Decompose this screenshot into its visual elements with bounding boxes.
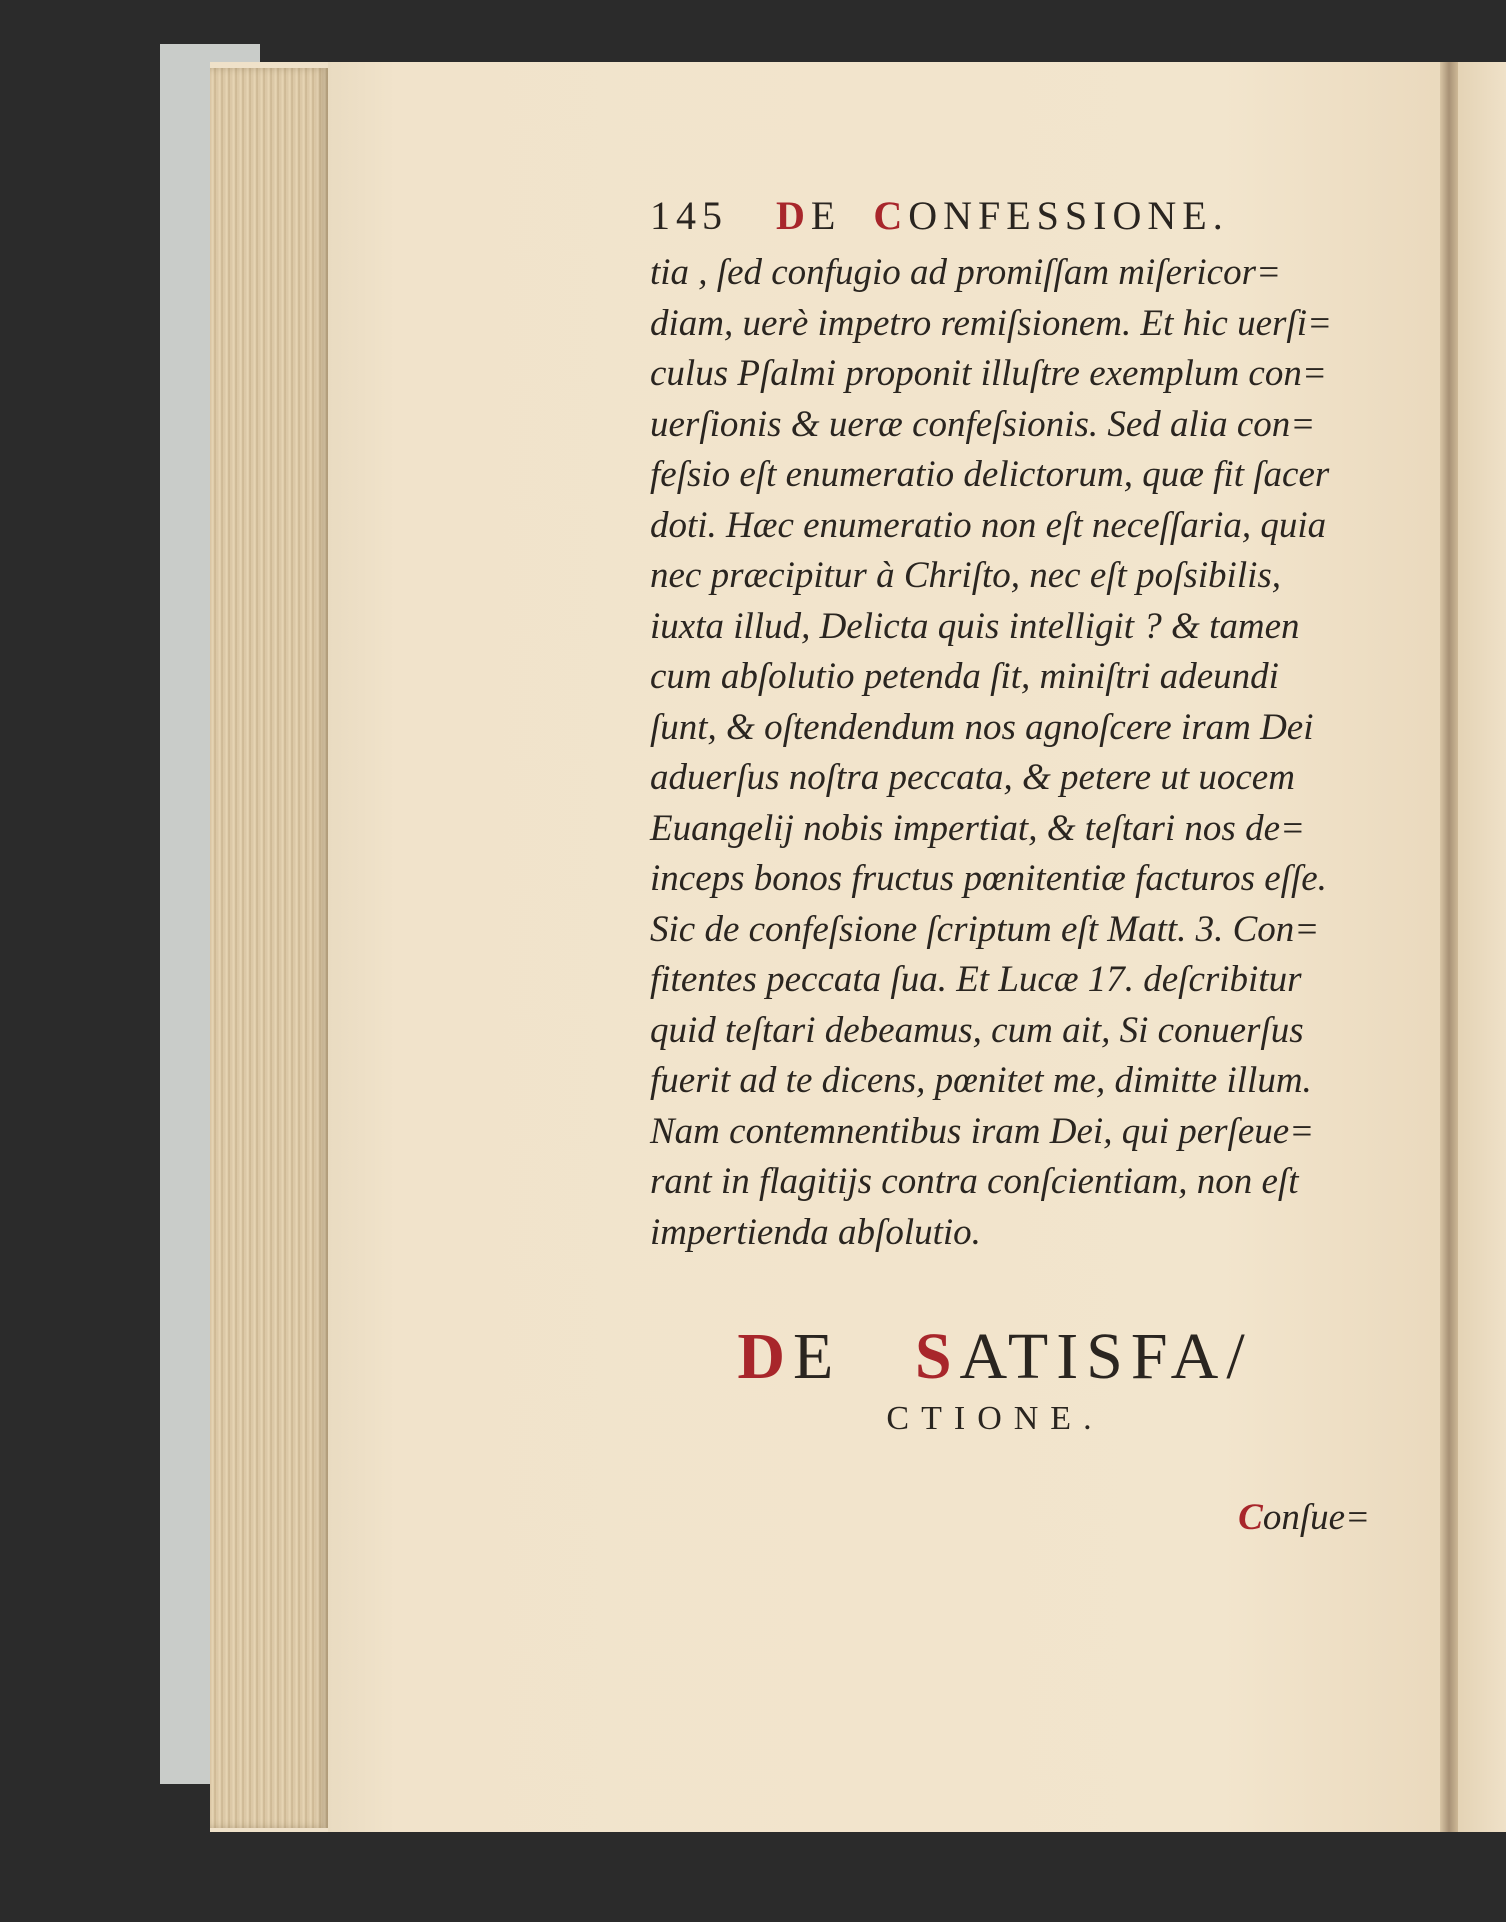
text-line: iuxta illud, Delicta quis intelligit ? & tamen bbox=[650, 605, 1300, 647]
facing-page-edge bbox=[1458, 62, 1506, 1832]
catchword-initial: C bbox=[1238, 1497, 1263, 1538]
page-text-area bbox=[650, 188, 1380, 1539]
text-line: uerſionis & ueræ confeſsionis. Sed alia con= bbox=[650, 403, 1316, 445]
catchword-rest: onſue= bbox=[1262, 1497, 1370, 1538]
text-line: diam, uerè impetro remiſsionem. Et hic uerſi= bbox=[650, 302, 1332, 344]
text-line: feſsio eſt enumeratio delictorum, quæ fit ſacer bbox=[650, 454, 1330, 495]
text-line: quid teſtari debeamus, cum ait, Si conuerſus bbox=[650, 1009, 1304, 1051]
section-heading bbox=[650, 1322, 1380, 1446]
text-line: tia , ſed confugio ad promiſſam miſericor= bbox=[650, 252, 1281, 293]
text-line: cum abſolutio petenda ſit, miniſtri adeundi bbox=[650, 656, 1279, 697]
text-line: fitentes peccata ſua. Et Lucæ 17. deſcribitur bbox=[650, 959, 1302, 1000]
body-text bbox=[650, 248, 1380, 1258]
header-initial-d: D bbox=[776, 193, 811, 238]
header-initial-c: C bbox=[873, 193, 909, 238]
text-line: Sic de confeſsione ſcriptum eſt Matt. 3. Con= bbox=[650, 908, 1320, 950]
heading-initial-s: S bbox=[914, 1320, 960, 1393]
section-heading-line-1 bbox=[650, 1322, 1340, 1392]
text-line: aduerſus noſtra peccata, & petere ut uocem bbox=[650, 757, 1295, 798]
text-line: ſunt, & oſtendendum nos agnoſcere iram Dei bbox=[650, 706, 1314, 748]
text-line: doti. Hæc enumeratio non eſt neceſſaria, quia bbox=[650, 504, 1327, 546]
text-line: culus Pſalmi proponit illuſtre exemplum con= bbox=[650, 353, 1327, 394]
heading-word-satisfa: ATISFA/ bbox=[959, 1320, 1253, 1393]
page-number: 145 bbox=[650, 193, 728, 238]
book-gutter bbox=[1440, 62, 1458, 1832]
running-header bbox=[650, 188, 1380, 244]
header-word-de: E bbox=[810, 193, 842, 238]
text-line: nec præcipitur à Chriſto, nec eſt poſsibilis, bbox=[650, 555, 1282, 596]
page-edges bbox=[210, 68, 328, 1828]
text-line: Euangelij nobis impertiat, & teſtari nos de= bbox=[650, 807, 1305, 849]
catchword bbox=[650, 1496, 1380, 1539]
text-line: inceps bonos fructus pœnitentiæ facturos eſſe. bbox=[650, 858, 1327, 899]
heading-initial-d: D bbox=[737, 1320, 793, 1393]
heading-word-de: E bbox=[792, 1320, 842, 1393]
text-line: fuerit ad te dicens, pœnitet me, dimitte illum. bbox=[650, 1060, 1312, 1101]
text-line: impertienda abſolutio. bbox=[650, 1211, 981, 1253]
section-heading-line-2: CTIONE. bbox=[886, 1400, 1104, 1437]
text-line: rant in flagitijs contra conſcientiam, non eſt bbox=[650, 1161, 1299, 1202]
header-word-confessione: ONFESSIONE. bbox=[908, 193, 1229, 238]
text-line: Nam contemnentibus iram Dei, qui perſeue= bbox=[650, 1110, 1315, 1152]
